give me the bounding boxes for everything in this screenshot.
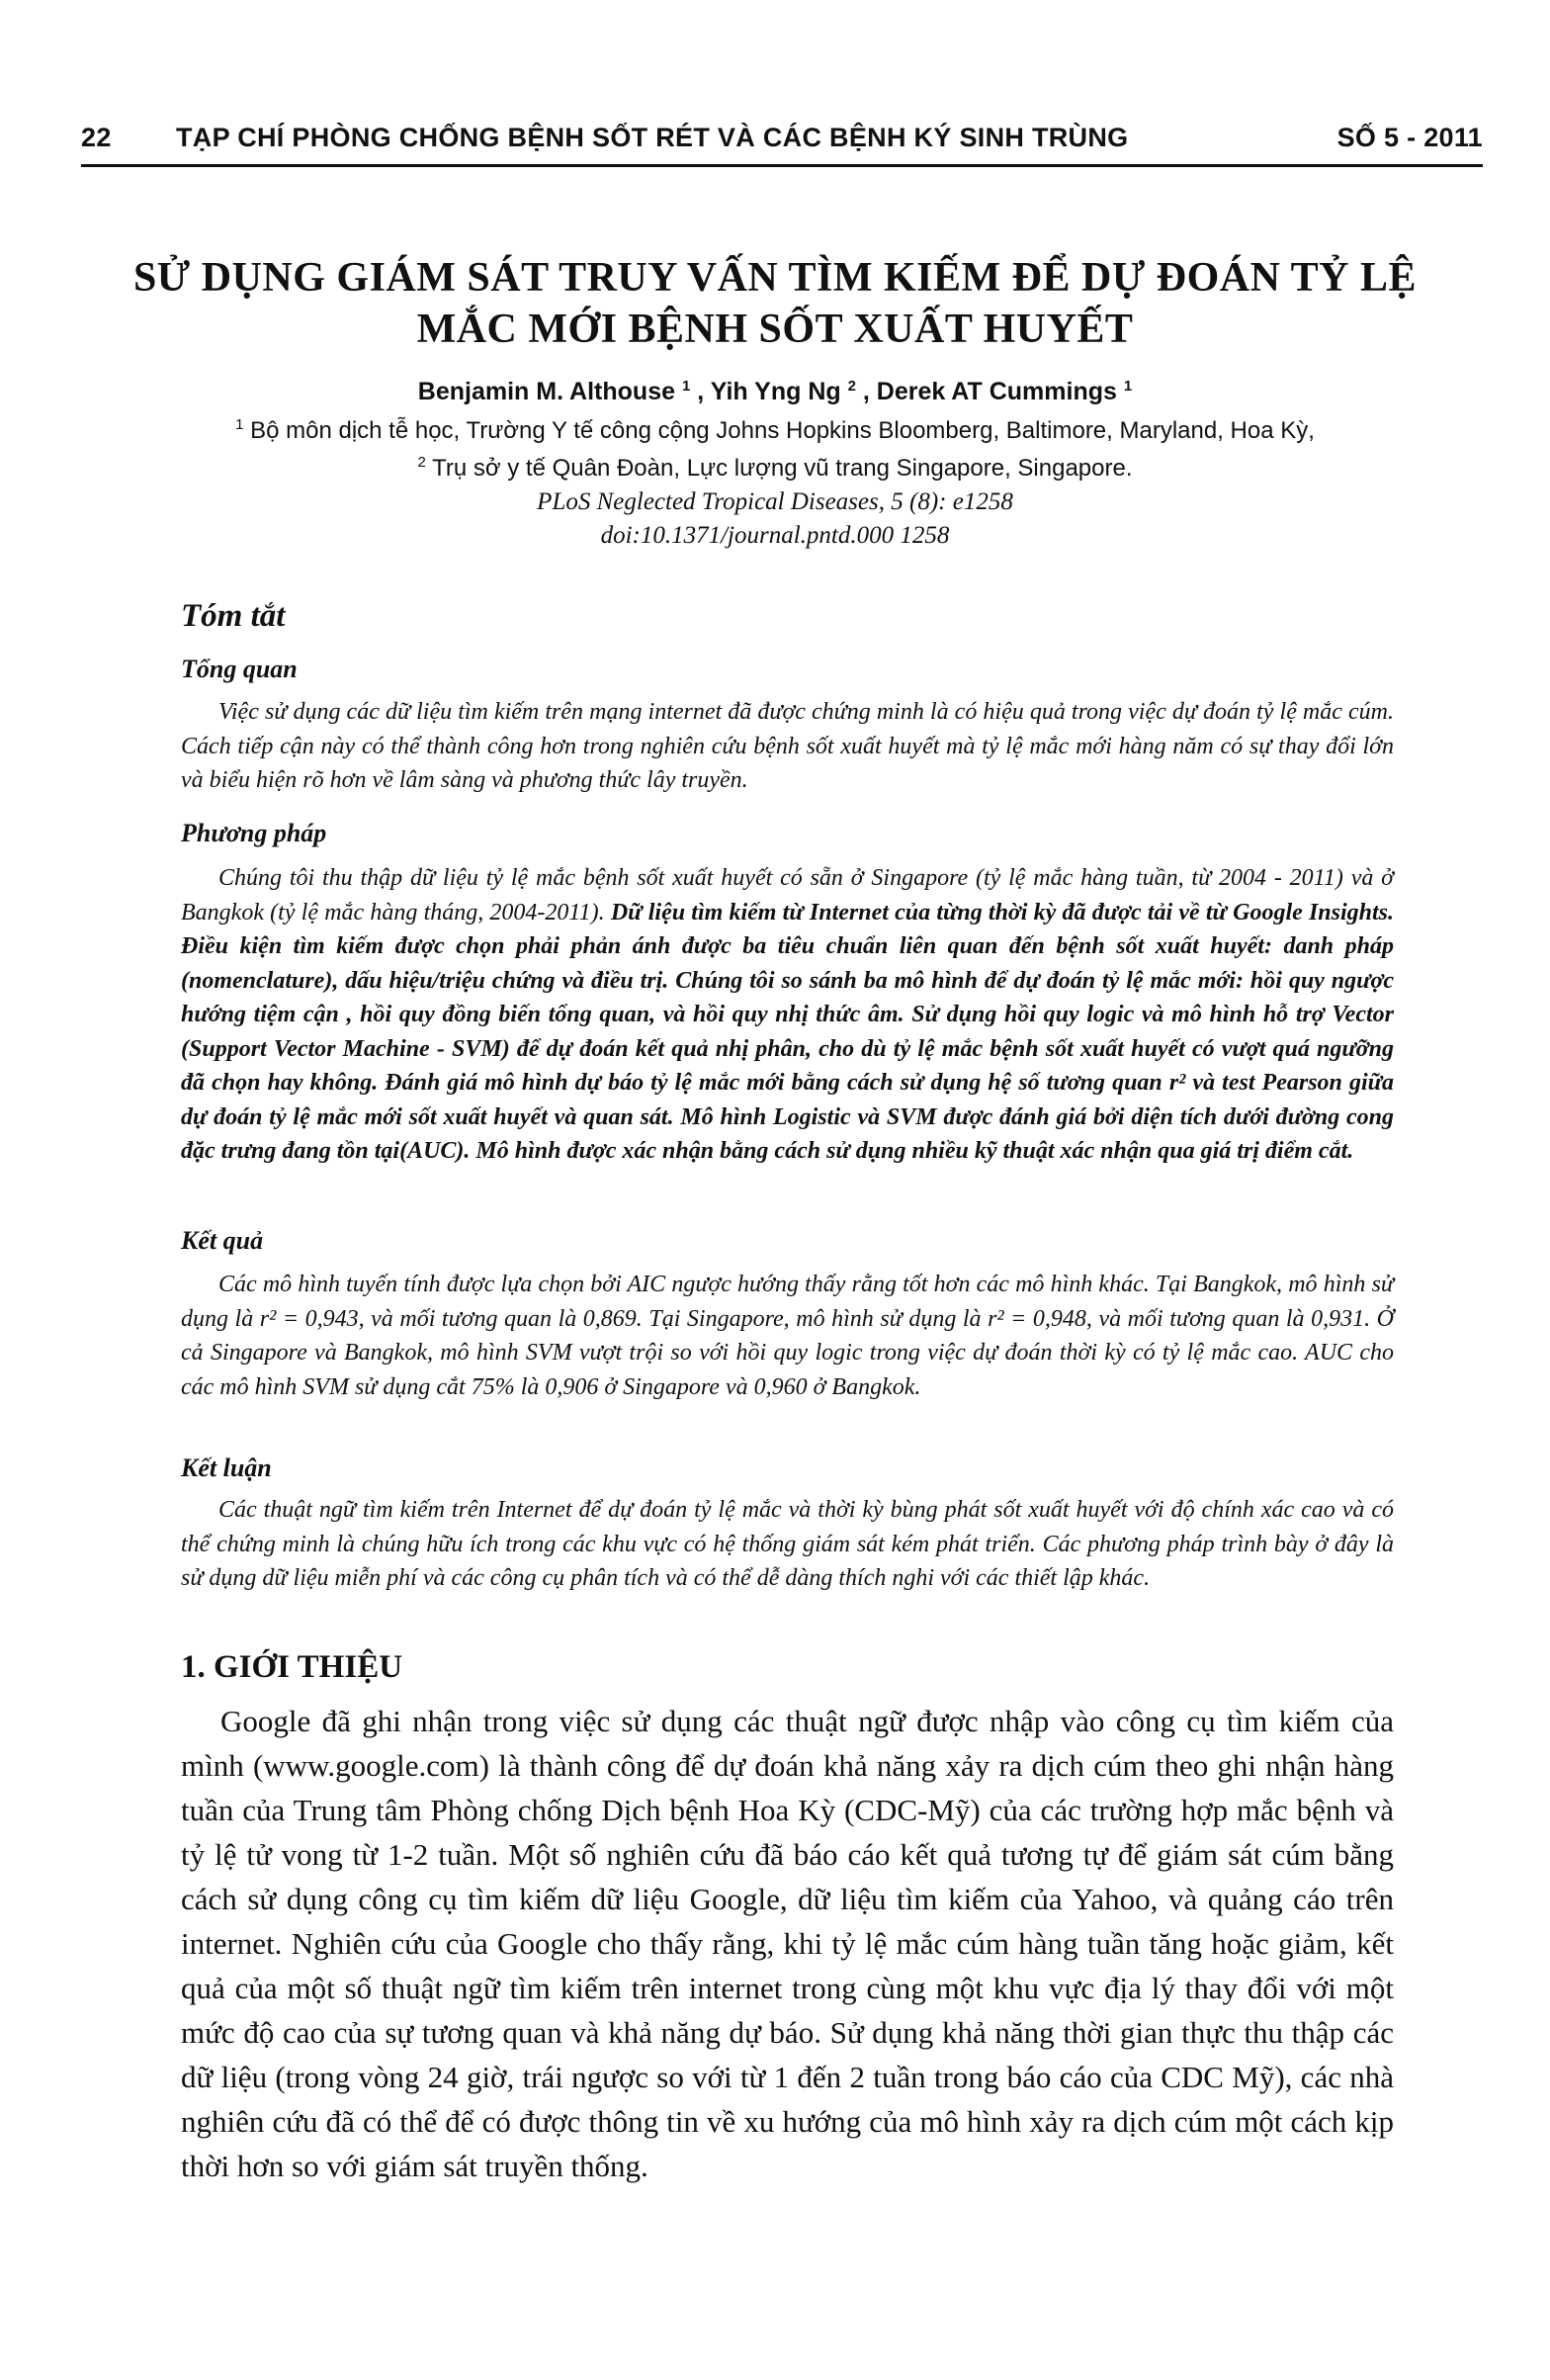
author-affiliation-mark: 2 [847, 378, 856, 395]
citation: PLoS Neglected Tropical Diseases, 5 (8): e1258 [537, 488, 1013, 515]
author-affiliation-mark: 1 [1123, 378, 1133, 395]
author-name: , Yih Yng Ng [697, 378, 841, 405]
affiliation-2 [0, 455, 1550, 483]
results-heading: Kết quả [181, 1226, 264, 1255]
conclusion-heading: Kết luận [181, 1454, 272, 1482]
overview-paragraph: Việc sử dụng các dữ liệu tìm kiếm trên mạng internet đã được chứng minh là có hiệu quả trong việc dự đoán tỷ lệ mắc cúm. Cách tiếp cận này có thể thành công hơn trong nghiên cứu bệnh sốt xuất huyết mà tỷ lệ mắc mới hàng năm có sự thay đổi lớn và biểu hiện rõ hơn về lâm sàng và phương thức lây truyền. [181, 699, 1394, 793]
doi: doi:10.1371/journal.pntd.000 1258 [600, 522, 950, 549]
author-name: Benjamin M. Althouse [417, 378, 676, 405]
journal-name: TẠP CHÍ PHÒNG CHỐNG BỆNH SỐT RÉT VÀ CÁC BỆNH KÝ SINH TRÙNG [176, 123, 1129, 152]
methods-paragraph [181, 861, 1394, 1169]
abstract-heading: Tóm tắt [181, 598, 286, 634]
issue-number: SỐ 5 - 2011 [1336, 123, 1483, 152]
section-heading-introduction: 1. GIỚI THIỆU [181, 1649, 403, 1685]
methods-heading: Phương pháp [181, 819, 327, 847]
running-header [81, 117, 1483, 167]
introduction-paragraph: Google đã ghi nhận trong việc sử dụng các thuật ngữ được nhập vào công cụ tìm kiếm của mình (www.google.com) là thành công để dự đoán khả năng xảy ra dịch cúm theo ghi nhận hàng tuần của Trung tâm Phòng chống Dịch bệnh Hoa Kỳ (CDC-Mỹ) của các trường hợp mắc bệnh và tỷ lệ tử vong từ 1-2 tuần. Một số nghiên cứu đã báo cáo kết quả tương tự để giám sát cúm bằng cách sử dụng công cụ tìm kiếm dữ liệu Google, dữ liệu tìm kiếm của Yahoo, và quảng cáo trên internet. Nghiên cứu của Google cho thấy rằng, khi tỷ lệ mắc cúm hàng tuần tăng hoặc giảm, kết quả của một số thuật ngữ tìm kiếm trên internet trong cùng một khu vực địa lý thay đổi với một mức độ cao của sự tương quan và khả năng dự báo. Sử dụng khả năng thời gian thực thu thập các dữ liệu (trong vòng 24 giờ, trái ngược so với từ 1 đến 2 tuần trong báo cáo của CDC Mỹ), các nhà nghiên cứu đã có thể để có được thông tin về xu hướng của mô hình xảy ra dịch cúm một cách kịp thời hơn so với giám sát truyền thống. [181, 1704, 1394, 2183]
title-line-2: MẮC MỚI BỆNH SỐT XUẤT HUYẾT [416, 307, 1134, 352]
affiliation-mark: 1 [235, 416, 244, 433]
author-list [0, 378, 1550, 406]
results-paragraph: Các mô hình tuyến tính được lựa chọn bởi AIC ngược hướng thấy rằng tốt hơn các mô hình khác. Tại Bangkok, mô hình sử dụng là r² = 0,943, và mối tương quan là 0,869. Tại Singapore, mô hình sử dụng là r² = 0,948, và mối tương quan là 0,931. Ở cả Singapore và Bangkok, mô hình SVM vượt trội so với hồi quy logic trong việc dự đoán thời kỳ có tỷ lệ mắc cao. AUC cho các mô hình SVM sử dụng cắt 75% là 0,906 ở Singapore và 0,960 ở Bangkok. [181, 1272, 1394, 1400]
article-title [0, 252, 1550, 355]
affiliation-text: Bộ môn dịch tễ học, Trường Y tế công cộng Johns Hopkins Bloomberg, Baltimore, Maryland, Hoa Kỳ, [243, 417, 1315, 444]
affiliation-text: Trụ sở y tế Quân Đoàn, Lực lượng vũ trang Singapore, Singapore. [425, 455, 1133, 482]
affiliation-1 [0, 417, 1550, 445]
overview-heading: Tổng quan [181, 655, 298, 683]
author-affiliation-mark: 1 [681, 378, 691, 395]
page-number: 22 [81, 123, 112, 152]
methods-text-part-1: Chúng tôi thu thập dữ liệu tỷ lệ mắc bệnh sốt xuất huyết có sẵn ở Singapore (tỷ lệ mắc hàng tuần, từ 2004 - 2011) và ở Bangkok (tỷ lệ mắc hàng tháng, 2004-2011). [181, 865, 1394, 926]
author-name: , Derek AT Cummings [862, 378, 1117, 405]
title-line-1: SỬ DỤNG GIÁM SÁT TRUY VẤN TÌM KIẾM ĐỂ DỰ ĐOÁN TỶ LỆ [132, 255, 1418, 301]
affiliation-mark: 2 [417, 454, 426, 471]
methods-text-part-2: Dữ liệu tìm kiếm từ Internet của từng thời kỳ đã được tải về từ Google Insights. Điều kiện tìm kiếm được chọn phải phản ánh được ba tiêu chuẩn liên quan đến bệnh sốt xuất huyết: danh pháp (nomenclature), dấu hiệu/triệu chứng và điều trị. Chúng tôi so sánh ba mô hình để dự đoán tỷ lệ mắc mới: hồi quy ngược hướng tiệm cận , hồi quy đồng biến tổng quan, và hồi quy nhị thức âm. Sử dụng hồi quy logic và mô hình hỗ trợ Vector (Support Vector Machine - SVM) để dự đoán kết quả nhị phân, cho dù tỷ lệ mắc bệnh sốt xuất huyết có vượt quá ngưỡng đã chọn hay không. Đánh giá mô hình dự báo tỷ lệ mắc mới bằng cách sử dụng hệ số tương quan r² và test Pearson giữa dự đoán tỷ lệ mắc mới sốt xuất huyết và quan sát. Mô hình Logistic và SVM được đánh giá bởi diện tích dưới đường cong đặc trưng đang tồn tại(AUC). Mô hình được xác nhận bằng cách sử dụng nhiều kỹ thuật xác nhận qua giá trị điểm cắt. [181, 899, 1395, 1164]
conclusion-paragraph: Các thuật ngữ tìm kiếm trên Internet để dự đoán tỷ lệ mắc và thời kỳ bùng phát sốt xuất huyết với độ chính xác cao và có thể chứng minh là chúng hữu ích trong các khu vực có hệ thống giám sát kém phát triển. Các phương pháp trình bày ở đây là sử dụng dữ liệu miễn phí và các công cụ phân tích và có thể dễ dàng thích nghi với các thiết lập khác. [181, 1497, 1394, 1591]
